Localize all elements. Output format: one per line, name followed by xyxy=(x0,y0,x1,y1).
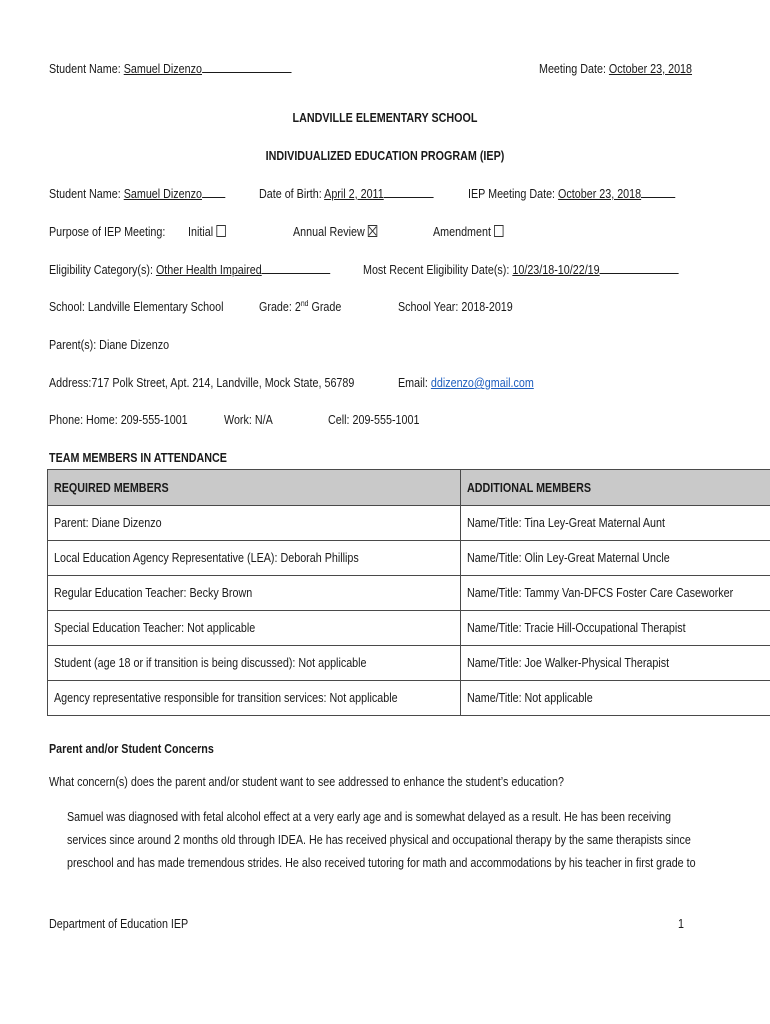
blank-line xyxy=(202,61,291,73)
cell-text: Name/Title: Not applicable xyxy=(466,691,593,705)
blank-line xyxy=(384,186,434,198)
cell-text: Name/Title: Tina Ley-Great Maternal Aunt xyxy=(466,516,665,530)
initial-label: Initial xyxy=(188,225,214,239)
amendment-label: Amendment xyxy=(433,225,491,239)
required-cell xyxy=(48,611,461,646)
phone-cell: Cell: 209-555-1001 xyxy=(328,413,420,427)
cell-text: Name/Title: Olin Ley-Great Maternal Uncle xyxy=(466,551,670,565)
recent-eligibility-value: 10/23/18-10/22/19 xyxy=(512,263,600,277)
parents: Parent(s): Diane Dizenzo xyxy=(49,338,170,352)
required-members-header xyxy=(48,470,461,506)
table-row xyxy=(48,541,770,576)
purpose-amendment[interactable] xyxy=(433,224,504,240)
footer-text: Department of Education IEP xyxy=(49,917,189,931)
annual-label: Annual Review xyxy=(293,225,365,239)
additional-cell xyxy=(460,681,770,716)
cell-text: Agency representative responsible for transition services: Not applicable xyxy=(54,691,398,705)
table-row xyxy=(48,576,770,611)
dob-value: April 2, 2011 xyxy=(324,187,384,201)
header-student-name-value: Samuel Dizenzo xyxy=(123,62,202,76)
grade-sup: nd xyxy=(300,298,309,308)
label: Eligibility Category(s): xyxy=(49,263,153,277)
table-row xyxy=(48,506,770,541)
eligibility-value: Other Health Impaired xyxy=(155,263,262,277)
info-dob xyxy=(259,186,434,202)
paragraph-line: preschool and has made tremendous strides. He also received tutoring for math and accommodations by his teacher in first grade to xyxy=(67,856,696,870)
cell-text: Name/Title: Joe Walker-Physical Therapist xyxy=(466,656,669,670)
eligibility-category xyxy=(49,262,331,278)
label: Most Recent Eligibility Date(s): xyxy=(363,263,510,277)
school-year: School Year: 2018-2019 xyxy=(398,300,513,314)
label: Email: xyxy=(398,376,428,390)
header-text: REQUIRED MEMBERS xyxy=(54,480,169,495)
label: Meeting Date: xyxy=(539,62,606,76)
cell-text: Regular Education Teacher: Becky Brown xyxy=(54,586,253,600)
concerns-question: What concern(s) does the parent and/or student want to see addressed to enhance the student’s education? xyxy=(49,775,564,789)
header-meeting-date xyxy=(539,61,692,77)
team-members-table xyxy=(47,469,770,716)
grade-prefix: Grade: 2 xyxy=(259,300,301,314)
school-title: LANDVILLE ELEMENTARY SCHOOL xyxy=(292,111,478,125)
header-student-name xyxy=(49,61,291,77)
required-cell xyxy=(48,506,461,541)
concerns-heading: Parent and/or Student Concerns xyxy=(49,742,214,756)
amendment-checkbox[interactable] xyxy=(494,225,503,237)
iep-date-value: October 23, 2018 xyxy=(558,187,642,201)
required-cell xyxy=(48,576,461,611)
cell-text: Name/Title: Tammy Van-DFCS Foster Care Caseworker xyxy=(466,586,733,600)
address: Address:717 Polk Street, Apt. 214, Landville, Mock State, 56789 xyxy=(49,376,355,390)
cell-text: Local Education Agency Representative (LEA): Deborah Phillips xyxy=(54,551,359,565)
grade-suffix: Grade xyxy=(308,300,342,314)
team-heading: TEAM MEMBERS IN ATTENDANCE xyxy=(49,451,227,465)
email xyxy=(398,375,534,391)
additional-cell xyxy=(460,611,770,646)
additional-cell xyxy=(460,541,770,576)
label: Date of Birth: xyxy=(259,187,322,201)
table-row xyxy=(48,681,770,716)
phone-home: Phone: Home: 209-555-1001 xyxy=(49,413,188,427)
cell-text: Special Education Teacher: Not applicable xyxy=(54,621,256,635)
email-link[interactable]: ddizenzo@gmail.com xyxy=(430,376,534,390)
header-meeting-date-value: October 23, 2018 xyxy=(608,62,693,76)
cell-text: Student (age 18 or if transition is being discussed): Not applicable xyxy=(54,656,367,670)
school-name: School: Landville Elementary School xyxy=(49,300,224,314)
grade xyxy=(259,299,341,315)
purpose-annual[interactable] xyxy=(293,224,378,240)
concerns-paragraph xyxy=(67,806,717,875)
paragraph-line: Samuel was diagnosed with fetal alcohol effect at a very early age and is somewhat delayed as a result. He has been receiving xyxy=(67,810,671,824)
additional-cell xyxy=(460,576,770,611)
blank-line xyxy=(262,262,331,274)
phone-work: Work: N/A xyxy=(224,413,273,427)
additional-cell xyxy=(460,646,770,681)
label: Student Name: xyxy=(49,62,121,76)
table-row xyxy=(48,611,770,646)
cell-text: Parent: Diane Dizenzo xyxy=(54,516,162,530)
label: Student Name: xyxy=(49,187,121,201)
blank-line xyxy=(641,186,675,198)
recent-eligibility xyxy=(363,262,679,278)
initial-checkbox[interactable] xyxy=(217,225,226,237)
program-title: INDIVIDUALIZED EDUCATION PROGRAM (IEP) xyxy=(265,149,505,163)
required-cell xyxy=(48,541,461,576)
info-iep-date xyxy=(468,186,676,202)
additional-members-header xyxy=(460,470,770,506)
table-row xyxy=(48,646,770,681)
purpose-label: Purpose of IEP Meeting: xyxy=(49,225,166,239)
blank-line xyxy=(202,186,225,198)
cell-text: Name/Title: Tracie Hill-Occupational Therapist xyxy=(466,621,686,635)
info-student-name xyxy=(49,186,225,202)
paragraph-line: services since around 2 months old through IDEA. He has received physical and occupational therapy by the same therapists since xyxy=(67,833,691,847)
purpose-initial[interactable] xyxy=(188,224,226,240)
annual-review-checkbox[interactable] xyxy=(368,225,377,237)
required-cell xyxy=(48,646,461,681)
header-text: ADDITIONAL MEMBERS xyxy=(466,480,591,495)
page-number: 1 xyxy=(678,917,684,931)
blank-line xyxy=(600,262,679,274)
student-name-value: Samuel Dizenzo xyxy=(123,187,202,201)
table-header-row xyxy=(48,470,770,506)
required-cell xyxy=(48,681,461,716)
label: IEP Meeting Date: xyxy=(468,187,556,201)
additional-cell xyxy=(460,506,770,541)
